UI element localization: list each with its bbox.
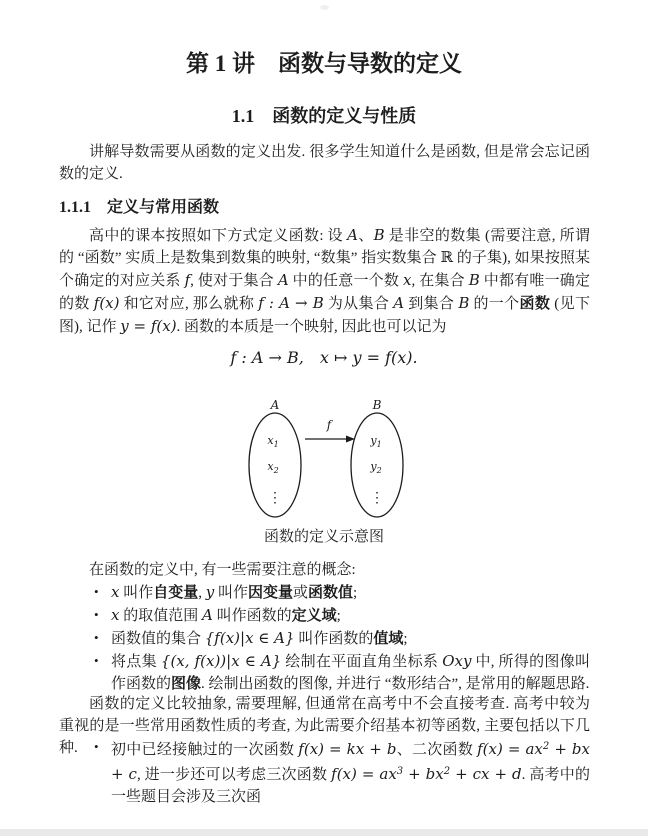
mapping-function-label: f xyxy=(326,418,331,432)
list-item-text: 初中已经接触过的一次函数 f(x) = kx + b、二次函数 $f(x) = ax^2$ + bx + c, 进一步还可以考虑三次函数 $f(x) = ax^3 + bx^2$ + cx + d. 高考中的一些题目会涉及三次函 xyxy=(111,740,590,805)
set-a-vdots: ⋮ xyxy=(267,491,282,506)
list-item-text: 将点集 {(x, f(x))|x ∈ A} 绘制在平面直角坐标系 Oxy 中, 所得的图像叫作函数的图像. 绘制出函数的图像, 并进行 “数形结合”, 是常用的解题思路. xyxy=(111,652,590,692)
bullet-icon: • xyxy=(94,630,99,645)
paragraph-exam-note: 函数的定义比较抽象, 需要理解, 但通常在高考中不会直接考查. 高考中较为重视的是一些常用函数性质的考查, 为此需要介绍基本初等函数, 主要包括以下几种. xyxy=(59,696,590,756)
element-y2: $y_2$ xyxy=(369,460,382,475)
list-item-text: x 的取值范围 A 叫作函数的定义域; xyxy=(111,606,341,624)
list-item xyxy=(59,650,590,695)
list-item-text: 函数值的集合 {f(x)|x ∈ A} 叫作函数的值域; xyxy=(111,629,408,647)
concept-list xyxy=(59,581,590,695)
paragraph-definition: 高中的课本按照如下方式定义函数: 设 A、B 是非空的数集 (需要注意, 所谓的 “函数” 实质上是数集到数集的映射, “数集” 指实数集合 ℝ 的子集), 如果按照某个确定的对应关系 f, 使对于集合 A 中的任意一个数 x, 在集合 B 中都有唯一确定的数 f(x) 和它对应, 那么就称 f : A → B 为从集合 A 到集合 B 的一个函数 (见下图), 记作 y = f(x). 函数的本质是一个映射, 因此也可以记为 xyxy=(59,226,590,335)
bullet-icon: • xyxy=(94,607,99,622)
element-y1: $y_1$ xyxy=(369,434,382,449)
section-title: 1.1 函数的定义与性质 xyxy=(231,106,417,126)
bullet-icon: • xyxy=(94,653,99,668)
list-item xyxy=(59,604,590,627)
paragraph-concepts-intro: 在函数的定义中, 有一些需要注意的概念: xyxy=(89,562,356,578)
scan-artifact xyxy=(320,5,329,10)
set-b-label: B xyxy=(372,398,381,412)
bullet-icon: • xyxy=(94,584,99,599)
element-x2: $x_2$ xyxy=(266,460,279,475)
paragraph-intro: 讲解导数需要从函数的定义出发. 很多学生知道什么是函数, 但是常会忘记函数的定义. xyxy=(59,144,590,182)
list-item-text: x 叫作自变量, y 叫作因变量或函数值; xyxy=(111,583,358,601)
list-item xyxy=(59,736,590,808)
subsection-title: 1.1.1 定义与常用函数 xyxy=(59,199,220,216)
element-x1: $x_1$ xyxy=(266,434,279,449)
basic-function-list xyxy=(59,736,590,808)
bullet-icon: • xyxy=(94,739,99,754)
chapter-title: 第 1 讲 函数与导数的定义 xyxy=(186,51,462,76)
diagram-caption: 函数的定义示意图 xyxy=(263,529,384,545)
display-formula: f : A → B, x ↦ y = f(x). xyxy=(230,348,418,367)
function-mapping-figure xyxy=(0,398,648,546)
list-item xyxy=(59,627,590,650)
set-b-vdots: ⋮ xyxy=(369,491,384,506)
page-bottom-edge xyxy=(0,829,648,836)
list-item xyxy=(59,581,590,604)
function-mapping-diagram xyxy=(248,398,408,524)
set-a-label: A xyxy=(270,398,279,412)
